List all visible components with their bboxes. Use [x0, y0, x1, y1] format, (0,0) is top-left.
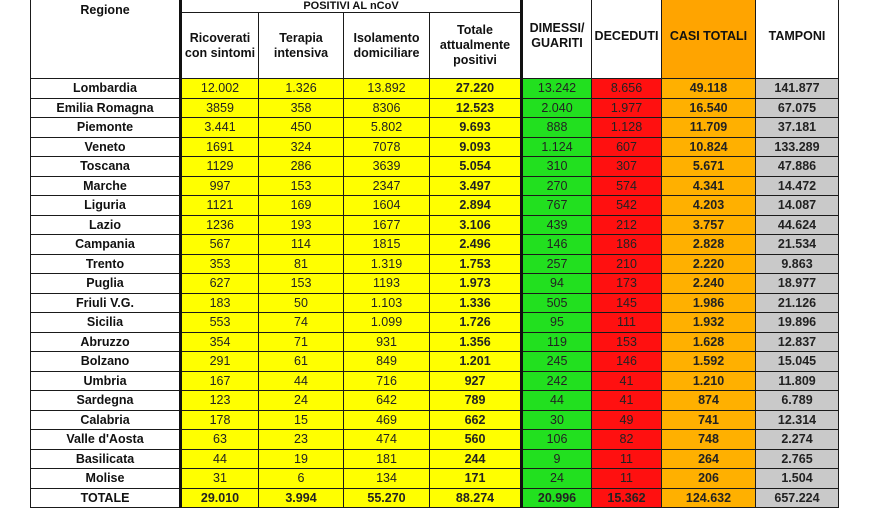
cell-casi-totali: 874 [662, 391, 756, 411]
cell-deceduti: 146 [592, 352, 662, 372]
cell-casi-totali: 748 [662, 430, 756, 450]
cell-dimessi: 310 [522, 157, 592, 177]
table-body [31, 79, 839, 508]
cell-terapia: 71 [259, 332, 344, 352]
cell-terapia: 74 [259, 313, 344, 333]
cell-terapia: 50 [259, 293, 344, 313]
cell-deceduti: 186 [592, 235, 662, 255]
cell-regione: Umbria [31, 371, 181, 391]
cell-tamponi: 21.534 [756, 235, 839, 255]
header-casi-totali: CASI TOTALI [662, 0, 756, 79]
cell-ricoverati: 997 [181, 176, 259, 196]
cell-totale-positivi: 5.054 [430, 157, 522, 177]
cell-tamponi: 18.977 [756, 274, 839, 294]
cell-dimessi: 257 [522, 254, 592, 274]
header-regione: Regione [31, 0, 181, 79]
cell-regione: Emilia Romagna [31, 98, 181, 118]
cell-tamponi: 67.075 [756, 98, 839, 118]
cell-totale-positivi: 12.523 [430, 98, 522, 118]
cell-deceduti: 41 [592, 391, 662, 411]
cell-isolamento: 181 [344, 449, 430, 469]
cell-totale-positivi: 9.093 [430, 137, 522, 157]
cell-dimessi: 30 [522, 410, 592, 430]
cell-isolamento: 2347 [344, 176, 430, 196]
cell-regione: Sardegna [31, 391, 181, 411]
cell-isolamento: 931 [344, 332, 430, 352]
cell-casi-totali: 1.628 [662, 332, 756, 352]
cell-tamponi: 657.224 [756, 488, 839, 508]
cell-isolamento: 1815 [344, 235, 430, 255]
cell-deceduti: 41 [592, 371, 662, 391]
covid-regional-table-wrapper [30, 0, 839, 508]
cell-casi-totali: 10.824 [662, 137, 756, 157]
cell-isolamento: 134 [344, 469, 430, 489]
cell-regione: Piemonte [31, 118, 181, 138]
cell-totale-positivi: 1.973 [430, 274, 522, 294]
table-row [31, 313, 839, 333]
cell-dimessi: 24 [522, 469, 592, 489]
cell-ricoverati: 1129 [181, 157, 259, 177]
cell-casi-totali: 3.757 [662, 215, 756, 235]
cell-regione: Valle d'Aosta [31, 430, 181, 450]
cell-casi-totali: 1.592 [662, 352, 756, 372]
header-row-group [31, 0, 839, 13]
cell-regione: Toscana [31, 157, 181, 177]
cell-tamponi: 12.837 [756, 332, 839, 352]
cell-tamponi: 14.472 [756, 176, 839, 196]
cell-regione: Campania [31, 235, 181, 255]
cell-casi-totali: 4.341 [662, 176, 756, 196]
cell-regione: Basilicata [31, 449, 181, 469]
cell-dimessi: 439 [522, 215, 592, 235]
cell-totale-positivi: 1.336 [430, 293, 522, 313]
cell-isolamento: 469 [344, 410, 430, 430]
cell-tamponi: 44.624 [756, 215, 839, 235]
cell-tamponi: 37.181 [756, 118, 839, 138]
cell-terapia: 15 [259, 410, 344, 430]
cell-tamponi: 11.809 [756, 371, 839, 391]
cell-isolamento: 7078 [344, 137, 430, 157]
cell-isolamento: 1193 [344, 274, 430, 294]
cell-ricoverati: 1691 [181, 137, 259, 157]
cell-dimessi: 95 [522, 313, 592, 333]
cell-terapia: 169 [259, 196, 344, 216]
cell-ricoverati: 1236 [181, 215, 259, 235]
cell-totale-positivi: 1.753 [430, 254, 522, 274]
header-deceduti: DECEDUTI [592, 0, 662, 79]
cell-deceduti: 11 [592, 449, 662, 469]
cell-casi-totali: 16.540 [662, 98, 756, 118]
cell-ricoverati: 354 [181, 332, 259, 352]
cell-ricoverati: 3859 [181, 98, 259, 118]
cell-deceduti: 111 [592, 313, 662, 333]
header-terapia: Terapia intensiva [259, 13, 344, 79]
cell-casi-totali: 4.203 [662, 196, 756, 216]
table-row [31, 352, 839, 372]
cell-deceduti: 212 [592, 215, 662, 235]
cell-totale-positivi: 9.693 [430, 118, 522, 138]
cell-ricoverati: 12.002 [181, 79, 259, 99]
cell-terapia: 6 [259, 469, 344, 489]
cell-terapia: 358 [259, 98, 344, 118]
table-row-totale [31, 488, 839, 508]
cell-regione: Lazio [31, 215, 181, 235]
cell-terapia: 81 [259, 254, 344, 274]
cell-deceduti: 574 [592, 176, 662, 196]
cell-deceduti: 49 [592, 410, 662, 430]
cell-terapia: 153 [259, 176, 344, 196]
cell-regione: Puglia [31, 274, 181, 294]
cell-casi-totali: 741 [662, 410, 756, 430]
cell-ricoverati: 553 [181, 313, 259, 333]
cell-isolamento: 642 [344, 391, 430, 411]
cell-tamponi: 14.087 [756, 196, 839, 216]
table-row [31, 157, 839, 177]
cell-deceduti: 1.977 [592, 98, 662, 118]
cell-totale-positivi: 2.496 [430, 235, 522, 255]
cell-terapia: 450 [259, 118, 344, 138]
cell-tamponi: 9.863 [756, 254, 839, 274]
cell-deceduti: 82 [592, 430, 662, 450]
cell-dimessi: 767 [522, 196, 592, 216]
covid-regional-table [30, 0, 839, 508]
cell-dimessi: 146 [522, 235, 592, 255]
cell-isolamento: 1677 [344, 215, 430, 235]
cell-tamponi: 141.877 [756, 79, 839, 99]
cell-ricoverati: 353 [181, 254, 259, 274]
cell-regione: Calabria [31, 410, 181, 430]
cell-dimessi: 13.242 [522, 79, 592, 99]
cell-totale-positivi: 662 [430, 410, 522, 430]
cell-isolamento: 1604 [344, 196, 430, 216]
cell-dimessi: 242 [522, 371, 592, 391]
table-row [31, 254, 839, 274]
table-row [31, 293, 839, 313]
cell-totale-positivi: 1.201 [430, 352, 522, 372]
table-row [31, 235, 839, 255]
table-row [31, 449, 839, 469]
cell-tamponi: 19.896 [756, 313, 839, 333]
cell-casi-totali: 264 [662, 449, 756, 469]
cell-ricoverati: 44 [181, 449, 259, 469]
cell-deceduti: 15.362 [592, 488, 662, 508]
cell-regione: TOTALE [31, 488, 181, 508]
cell-terapia: 153 [259, 274, 344, 294]
cell-totale-positivi: 1.356 [430, 332, 522, 352]
cell-ricoverati: 167 [181, 371, 259, 391]
cell-isolamento: 55.270 [344, 488, 430, 508]
cell-totale-positivi: 88.274 [430, 488, 522, 508]
table-row [31, 371, 839, 391]
cell-dimessi: 270 [522, 176, 592, 196]
cell-dimessi: 245 [522, 352, 592, 372]
cell-dimessi: 2.040 [522, 98, 592, 118]
cell-casi-totali: 2.828 [662, 235, 756, 255]
cell-casi-totali: 2.240 [662, 274, 756, 294]
cell-totale-positivi: 2.894 [430, 196, 522, 216]
cell-isolamento: 5.802 [344, 118, 430, 138]
cell-terapia: 19 [259, 449, 344, 469]
cell-terapia: 193 [259, 215, 344, 235]
cell-isolamento: 849 [344, 352, 430, 372]
table-row [31, 469, 839, 489]
table-row [31, 137, 839, 157]
table-row [31, 410, 839, 430]
cell-casi-totali: 49.118 [662, 79, 756, 99]
table-row [31, 118, 839, 138]
cell-totale-positivi: 927 [430, 371, 522, 391]
table-row [31, 176, 839, 196]
cell-isolamento: 1.103 [344, 293, 430, 313]
cell-regione: Molise [31, 469, 181, 489]
cell-isolamento: 8306 [344, 98, 430, 118]
cell-terapia: 1.326 [259, 79, 344, 99]
cell-regione: Liguria [31, 196, 181, 216]
cell-deceduti: 8.656 [592, 79, 662, 99]
cell-terapia: 61 [259, 352, 344, 372]
cell-casi-totali: 1.210 [662, 371, 756, 391]
cell-dimessi: 20.996 [522, 488, 592, 508]
cell-casi-totali: 1.932 [662, 313, 756, 333]
table-row [31, 98, 839, 118]
cell-casi-totali: 5.671 [662, 157, 756, 177]
cell-deceduti: 153 [592, 332, 662, 352]
cell-isolamento: 13.892 [344, 79, 430, 99]
cell-dimessi: 106 [522, 430, 592, 450]
header-isolamento: Isolamento domiciliare [344, 13, 430, 79]
table-row [31, 79, 839, 99]
cell-totale-positivi: 1.726 [430, 313, 522, 333]
cell-deceduti: 542 [592, 196, 662, 216]
cell-regione: Friuli V.G. [31, 293, 181, 313]
cell-ricoverati: 291 [181, 352, 259, 372]
table-row [31, 332, 839, 352]
cell-totale-positivi: 560 [430, 430, 522, 450]
cell-regione: Veneto [31, 137, 181, 157]
cell-ricoverati: 567 [181, 235, 259, 255]
cell-isolamento: 716 [344, 371, 430, 391]
cell-tamponi: 2.765 [756, 449, 839, 469]
cell-dimessi: 94 [522, 274, 592, 294]
cell-terapia: 23 [259, 430, 344, 450]
cell-ricoverati: 3.441 [181, 118, 259, 138]
table-row [31, 196, 839, 216]
cell-deceduti: 307 [592, 157, 662, 177]
cell-regione: Trento [31, 254, 181, 274]
cell-totale-positivi: 244 [430, 449, 522, 469]
cell-dimessi: 505 [522, 293, 592, 313]
header-tamponi: TAMPONI [756, 0, 839, 79]
cell-dimessi: 119 [522, 332, 592, 352]
cell-ricoverati: 1121 [181, 196, 259, 216]
table-row [31, 274, 839, 294]
table-row [31, 430, 839, 450]
cell-deceduti: 11 [592, 469, 662, 489]
cell-isolamento: 3639 [344, 157, 430, 177]
cell-ricoverati: 178 [181, 410, 259, 430]
table-row [31, 215, 839, 235]
cell-totale-positivi: 789 [430, 391, 522, 411]
header-ricoverati: Ricoverati con sintomi [181, 13, 259, 79]
cell-deceduti: 145 [592, 293, 662, 313]
cell-regione: Lombardia [31, 79, 181, 99]
cell-regione: Sicilia [31, 313, 181, 333]
cell-dimessi: 888 [522, 118, 592, 138]
cell-tamponi: 1.504 [756, 469, 839, 489]
cell-tamponi: 133.289 [756, 137, 839, 157]
cell-ricoverati: 183 [181, 293, 259, 313]
header-totale-positivi: Totale attualmente positivi [430, 13, 522, 79]
cell-isolamento: 474 [344, 430, 430, 450]
table-row [31, 391, 839, 411]
cell-regione: Abruzzo [31, 332, 181, 352]
cell-ricoverati: 63 [181, 430, 259, 450]
cell-ricoverati: 627 [181, 274, 259, 294]
cell-dimessi: 44 [522, 391, 592, 411]
cell-totale-positivi: 3.497 [430, 176, 522, 196]
cell-totale-positivi: 3.106 [430, 215, 522, 235]
cell-casi-totali: 11.709 [662, 118, 756, 138]
cell-dimessi: 9 [522, 449, 592, 469]
cell-terapia: 324 [259, 137, 344, 157]
cell-casi-totali: 2.220 [662, 254, 756, 274]
cell-ricoverati: 29.010 [181, 488, 259, 508]
cell-casi-totali: 1.986 [662, 293, 756, 313]
cell-regione: Bolzano [31, 352, 181, 372]
header-dimessi: DIMESSI/ GUARITI [522, 0, 592, 79]
cell-ricoverati: 123 [181, 391, 259, 411]
cell-tamponi: 47.886 [756, 157, 839, 177]
cell-totale-positivi: 171 [430, 469, 522, 489]
cell-ricoverati: 31 [181, 469, 259, 489]
cell-deceduti: 210 [592, 254, 662, 274]
cell-tamponi: 15.045 [756, 352, 839, 372]
cell-isolamento: 1.319 [344, 254, 430, 274]
cell-deceduti: 173 [592, 274, 662, 294]
cell-isolamento: 1.099 [344, 313, 430, 333]
cell-tamponi: 6.789 [756, 391, 839, 411]
cell-terapia: 114 [259, 235, 344, 255]
cell-casi-totali: 124.632 [662, 488, 756, 508]
cell-deceduti: 1.128 [592, 118, 662, 138]
cell-totale-positivi: 27.220 [430, 79, 522, 99]
header-positivi-group: POSITIVI AL nCoV [181, 0, 522, 13]
cell-dimessi: 1.124 [522, 137, 592, 157]
cell-regione: Marche [31, 176, 181, 196]
cell-terapia: 3.994 [259, 488, 344, 508]
cell-terapia: 286 [259, 157, 344, 177]
cell-terapia: 24 [259, 391, 344, 411]
cell-tamponi: 12.314 [756, 410, 839, 430]
cell-tamponi: 2.274 [756, 430, 839, 450]
cell-terapia: 44 [259, 371, 344, 391]
cell-casi-totali: 206 [662, 469, 756, 489]
cell-deceduti: 607 [592, 137, 662, 157]
cell-tamponi: 21.126 [756, 293, 839, 313]
